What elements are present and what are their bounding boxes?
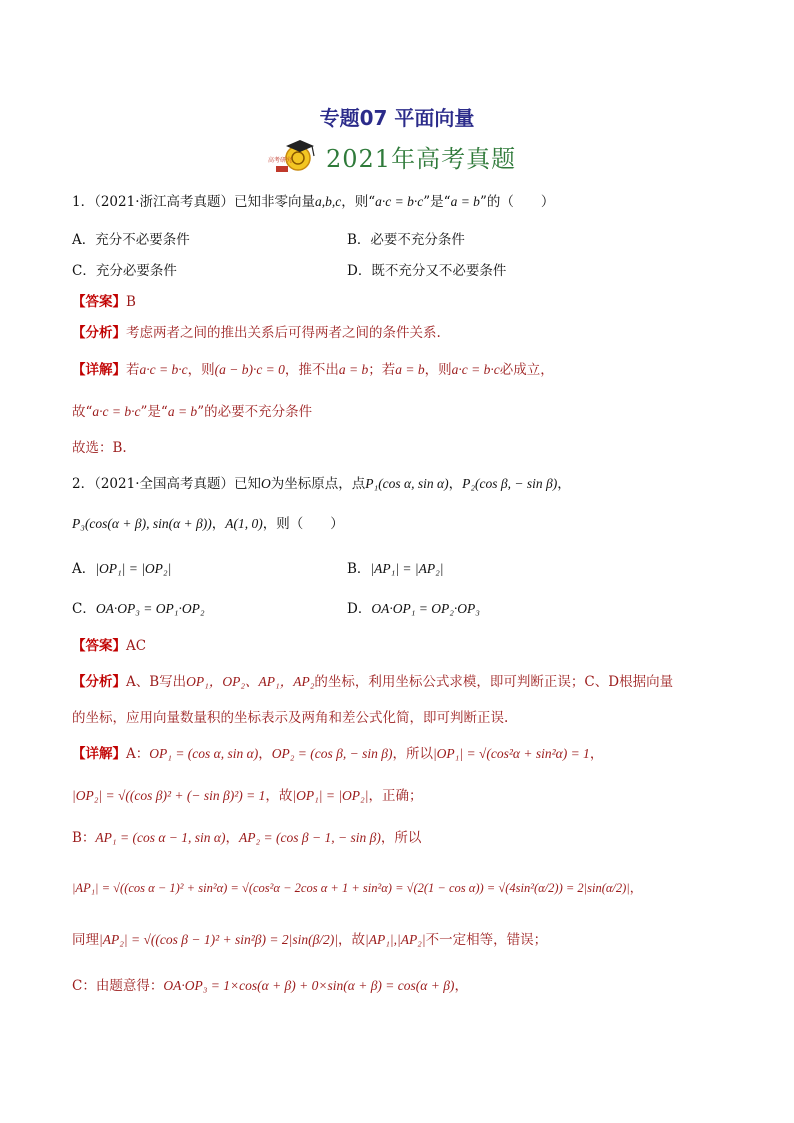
q1-stem-text: 1．（2021·浙江高考真题）已知非零向量 — [72, 194, 315, 210]
q2-option-b — [347, 557, 444, 577]
q2-stem-text: ， — [211, 516, 226, 532]
q2-detail-a-line-2 — [72, 784, 422, 804]
q1-conclusion-text: 故“ — [72, 404, 93, 420]
q1-conclusion — [72, 400, 312, 420]
q2-stem-text: ，则（ ） — [262, 516, 344, 532]
q2-option-c-label: C． — [72, 601, 96, 617]
q2-detail-text: ，故 — [265, 788, 293, 804]
q2-option-c-math: OA·OP₃ = OP₁·OP₂ — [95, 601, 205, 616]
q2-option-b-math: |AP₁| = |AP₂| — [370, 561, 444, 576]
q1-condition-2: a = b — [450, 194, 480, 209]
q1-conclusion-math: a·c = b·c — [92, 404, 141, 419]
q2-option-b-label: B． — [347, 561, 371, 577]
q1-analysis — [72, 321, 441, 341]
q2-point-p2: P₂(cos β, − sin β) — [462, 476, 558, 491]
q1-detail — [72, 358, 554, 378]
q1-stem-text-3: ”是“ — [423, 194, 451, 210]
page-title: 专题07 平面向量 — [319, 106, 475, 130]
q2-detail-text: ，所以 — [380, 830, 422, 846]
q2-detail-math: OP₁ = (cos α, sin α) — [149, 746, 259, 761]
q1-option-b: B．必要不充分条件 — [347, 232, 465, 248]
q2-detail-text: ， — [589, 746, 604, 762]
q2-stem-text: ， — [557, 476, 571, 492]
q2-detail-tag: 【详解】 — [72, 746, 126, 762]
q2-detail-math: |OP₁| = √(cos²α + sin²α) = 1 — [432, 746, 590, 761]
q1-answer-value: B — [126, 294, 136, 310]
q2-answer-value: AC — [126, 638, 147, 654]
q2-detail-text: ，故 — [338, 932, 365, 948]
q2-detail-b-label: B： — [72, 830, 96, 846]
q1-condition-1: a·c = b·c — [375, 194, 424, 209]
q2-detail-math: AP₁ = (cos α − 1, sin α) — [95, 830, 226, 845]
q2-stem-text: 2．（2021·全国高考真题）已知 — [72, 476, 261, 492]
q2-detail-math: AP₂ = (cos β − 1, − sin β) — [239, 830, 381, 845]
q2-point-a: A(1, 0) — [225, 516, 263, 531]
q2-analysis-line-2: 的坐标，应用向量数量积的坐标表示及两角和差公式化简，即可判断正误. — [72, 710, 509, 726]
q1-option-a: A．充分不必要条件 — [72, 232, 190, 248]
q1-stem — [72, 190, 554, 210]
q2-detail-text: ，正确； — [368, 788, 423, 804]
q1-detail-text: ；若 — [368, 362, 396, 378]
q2-detail-a-line-1 — [72, 742, 603, 762]
q2-detail-a-label: A： — [126, 746, 150, 762]
q1-answer-tag: 【答案】 — [72, 294, 126, 310]
q1-detail-text: ，则 — [424, 362, 452, 378]
q2-stem-text: 为坐标原点，点 — [270, 476, 366, 492]
q2-detail-math: OA·OP₃ = 1×cos(α + β) + 0×sin(α + β) = cos(α + β) — [163, 978, 455, 993]
q2-detail-text: ，所以 — [392, 746, 433, 762]
q1-option-c: C．充分必要条件 — [72, 263, 177, 279]
q2-analysis-vectors: OP₁，OP₂、AP₁，AP₂ — [186, 674, 315, 689]
q2-option-a — [72, 557, 171, 577]
q2-stem-line-2 — [72, 512, 344, 532]
q2-point-p1: P₁(cos α, sin α) — [365, 476, 449, 491]
q1-detail-math: a = b — [395, 362, 425, 377]
q1-choose: 故选：B. — [72, 440, 127, 456]
q2-answer-tag: 【答案】 — [72, 638, 126, 654]
q2-detail-b-line-1 — [72, 826, 421, 846]
q1-detail-text: 必成立， — [499, 362, 554, 378]
q1-conclusion-text: ”是“ — [140, 404, 168, 420]
q2-option-a-math: |OP₁| = |OP₂| — [95, 561, 172, 576]
q2-analysis-text: A、B写出 — [126, 674, 187, 690]
q2-detail-text: ， — [258, 746, 272, 762]
q2-detail-c-label: C：由题意得： — [72, 978, 164, 994]
q2-detail-math: |AP₁|,|AP₂| — [365, 932, 426, 947]
page-subtitle: 2021年高考真题 — [326, 144, 517, 173]
q1-vectors: a,b,c — [315, 194, 342, 209]
q2-analysis-text: 的坐标，利用坐标公式求模，即可判断正误；C、D根据向量 — [314, 674, 674, 690]
q2-stem-line-1 — [72, 472, 571, 492]
q2-point-p3: P₃(cos(α + β), sin(α + β)) — [72, 516, 212, 531]
q2-origin: O — [261, 476, 271, 491]
q2-option-d-math: OA·OP₁ = OP₂·OP₃ — [371, 601, 481, 616]
q2-analysis-tag: 【分析】 — [72, 674, 126, 690]
q2-analysis-line-1 — [72, 670, 673, 690]
q1-stem-text-4: ”的（ ） — [479, 194, 555, 210]
logo-text: 高考研究 — [268, 157, 293, 164]
q2-answer — [72, 634, 146, 654]
q1-answer — [72, 290, 136, 310]
q2-option-a-label: A． — [72, 561, 96, 577]
q1-detail-math: a·c = b·c — [139, 362, 188, 377]
q1-stem-text-2: ，则“ — [341, 194, 376, 210]
q2-option-d — [347, 597, 480, 617]
subtitle-block — [268, 138, 516, 174]
q1-conclusion-math: a = b — [167, 404, 198, 419]
q2-detail-text: ， — [225, 830, 239, 846]
q2-detail-math: |AP₂| = √((cos β − 1)² + sin²β) = 2|sin(β/2)| — [99, 932, 338, 947]
q1-detail-tag: 【详解】 — [72, 362, 126, 378]
q1-conclusion-text: ”的必要不充分条件 — [197, 404, 313, 420]
q2-detail-math: OP₂ = (cos β, − sin β) — [271, 746, 393, 761]
q1-detail-math: (a − b)·c = 0 — [214, 362, 285, 377]
q2-detail-b-line-2 — [72, 878, 642, 896]
q2-detail-b-line-3 — [72, 928, 547, 948]
q1-detail-text: ，推不出 — [284, 362, 339, 378]
q2-detail-text: ， — [629, 880, 643, 895]
q1-detail-math: a·c = b·c — [451, 362, 500, 377]
q2-detail-text: 不一定相等，错误； — [425, 932, 548, 948]
logo-icon — [268, 138, 318, 174]
q2-detail-text: 同理 — [72, 932, 99, 948]
q2-detail-math: |OP₁| = |OP₂| — [292, 788, 369, 803]
q2-detail-math: |AP₁| = √((cos α − 1)² + sin²α) = √(cos²α − 2cos α + 1 + sin²α) = √(2(1 − cos α)) = √(4sin²(α/2)) = 2|sin(α/2)| — [72, 881, 630, 895]
q2-detail-math: |OP₂| = √((cos β)² + (− sin β)²) = 1 — [72, 788, 266, 803]
q1-option-d: D．既不充分又不必要条件 — [347, 263, 507, 279]
q2-detail-text: ， — [454, 978, 468, 994]
q2-detail-c-line-1 — [72, 974, 468, 994]
q1-analysis-tag: 【分析】 — [72, 325, 126, 341]
q2-separator: ， — [448, 476, 463, 492]
q2-option-c — [72, 597, 205, 617]
q1-detail-text: 若 — [126, 362, 140, 378]
q1-detail-math: a = b — [338, 362, 369, 377]
q2-option-d-label: D． — [347, 601, 372, 617]
q1-analysis-text: 考虑两者之间的推出关系后可得两者之间的条件关系. — [126, 325, 441, 341]
q1-detail-text: ，则 — [187, 362, 215, 378]
